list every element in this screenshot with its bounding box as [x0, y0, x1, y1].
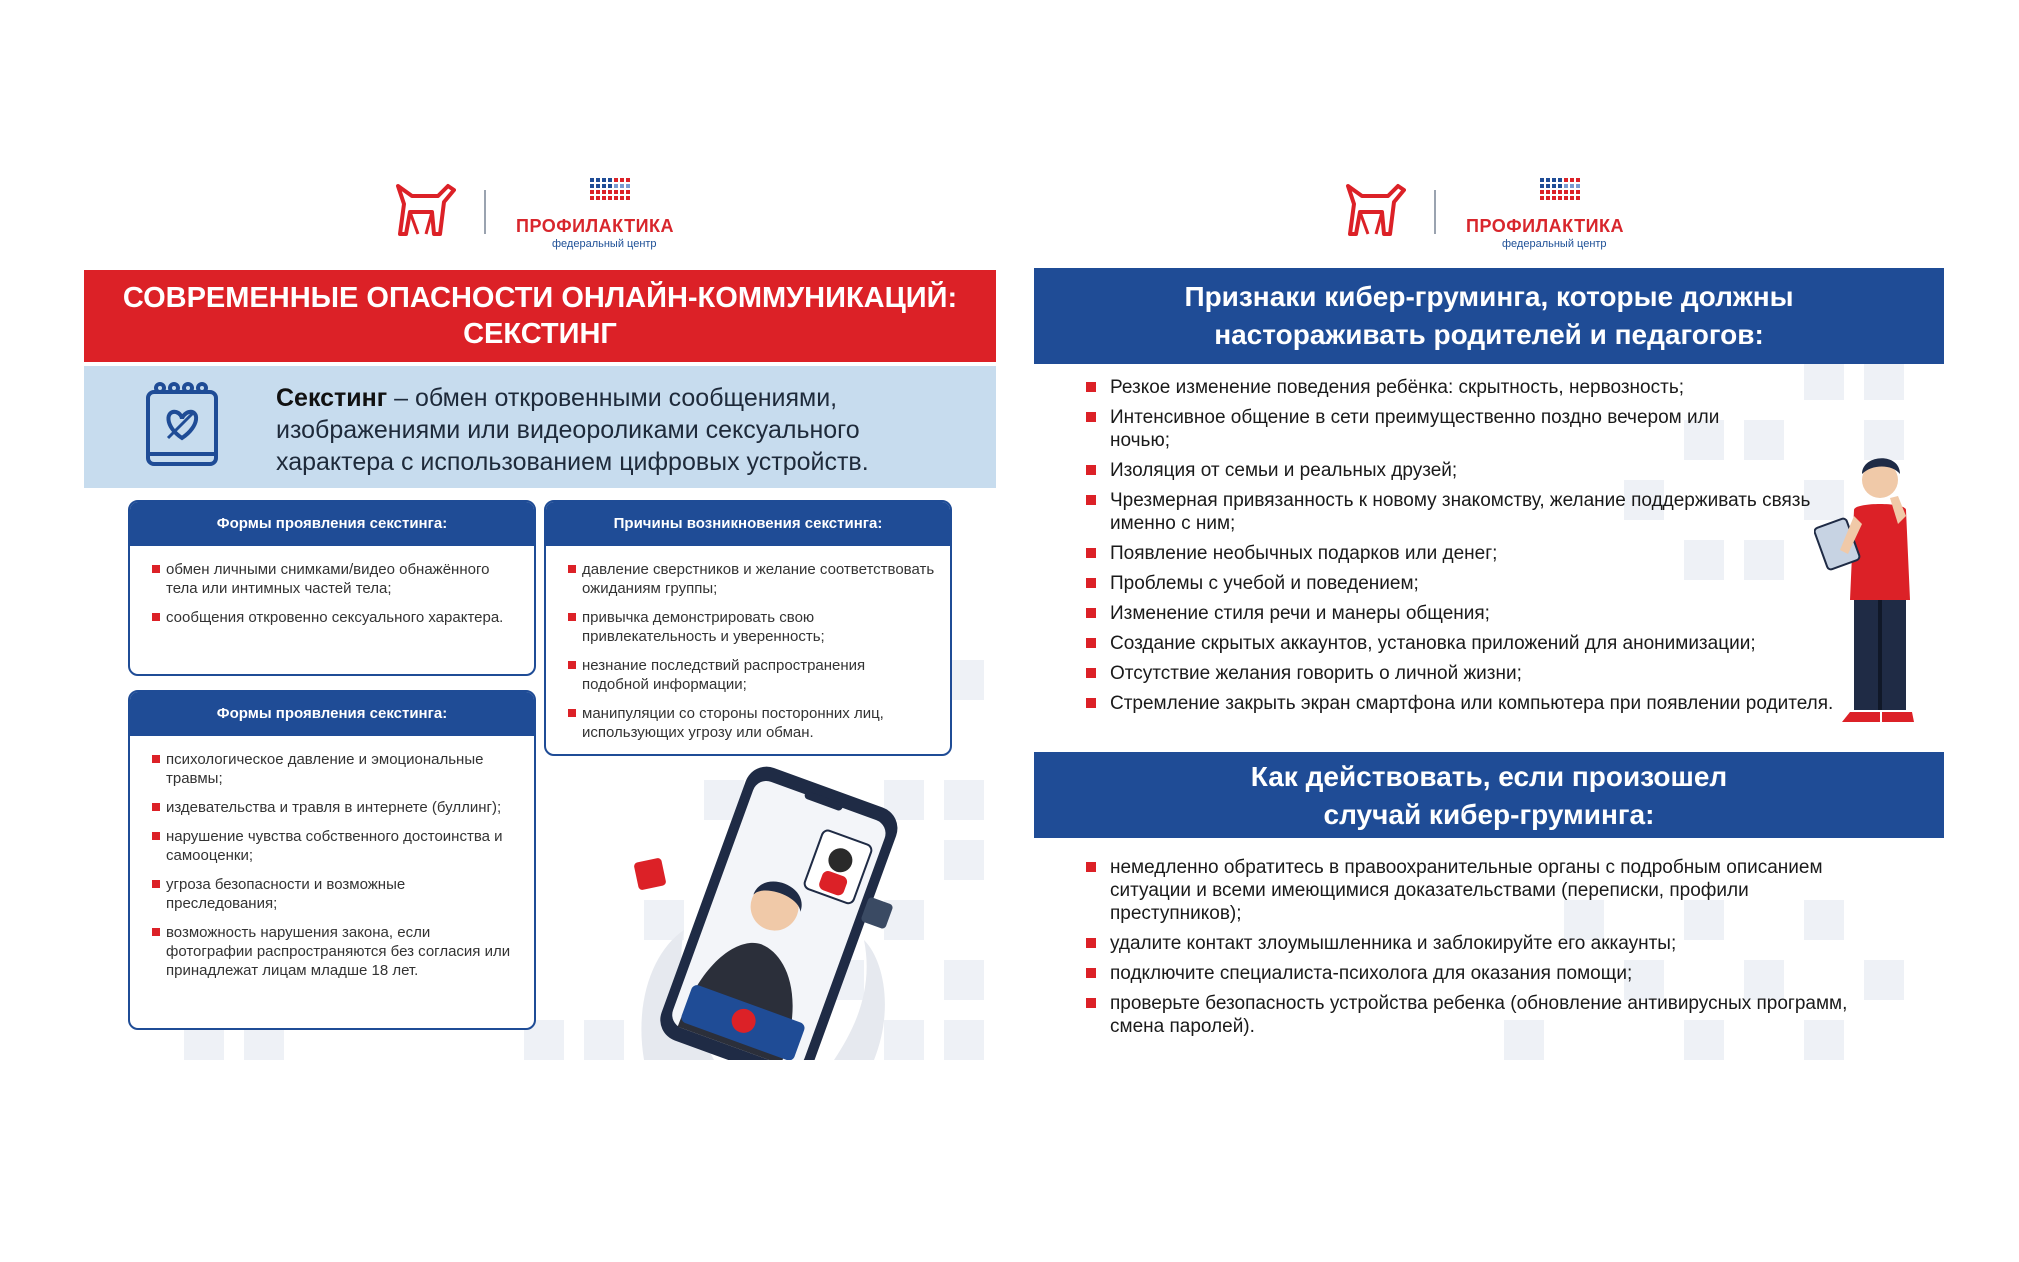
actions-banner: [1034, 752, 1944, 838]
logo-divider: [484, 190, 486, 234]
man-with-tablet-illustration: [1814, 450, 1934, 750]
card-forms-1-title: Формы проявления секстинга:: [130, 502, 534, 546]
list-item: Чрезмерная привязанность к новому знакомству, желание поддерживать связь именно с ним;: [1086, 489, 1870, 535]
brand-subtitle: федеральный центр: [1502, 238, 1607, 250]
list-item: Стремление закрыть экран смартфона или компьютера при появлении родителя.: [1086, 692, 1870, 715]
list-item: незнание последствий распространения подобной информации;: [568, 656, 936, 694]
card-causes: [544, 500, 952, 756]
actions-banner-line-1: Как действовать, если произошел: [1250, 761, 1728, 792]
calendar-heart-icon: [144, 380, 220, 470]
card-forms-2-title: Формы проявления секстинга:: [130, 692, 534, 736]
list-item: сообщения откровенно сексуального характера.: [152, 608, 520, 627]
list-item: угроза безопасности и возможные преследования;: [152, 875, 520, 913]
brand-name: ПРОФИЛАКТИКА: [516, 216, 674, 236]
logo-divider: [1434, 190, 1436, 234]
list-item: Резкое изменение поведения ребёнка: скрытность, нервозность;: [1086, 376, 1876, 399]
horse-logo-icon: [1340, 182, 1406, 238]
list-item: обмен личными снимками/видео обнажённого тела или интимных частей тела;: [152, 560, 520, 598]
horse-logo-icon: [390, 182, 456, 238]
definition-term: Секстинг: [276, 384, 388, 412]
logo-header: [1034, 170, 1954, 250]
list-item: немедленно обратитесь в правоохранительные органы с подробным описанием ситуации и всеми имеющимися доказательствами (переписки, профили преступников);: [1086, 856, 1866, 925]
list-item: Проблемы с учебой и поведением;: [1086, 572, 1876, 595]
list-item: Изоляция от семьи и реальных друзей;: [1086, 459, 1876, 482]
title-line-1: СОВРЕМЕННЫЕ ОПАСНОСТИ ОНЛАЙН-КОММУНИКАЦИЙ:: [122, 282, 958, 314]
flag-logo-icon: [1540, 178, 1580, 206]
list-item: Появление необычных подарков или денег;: [1086, 542, 1876, 565]
actions-banner-line-2: случай кибер-груминга:: [1323, 799, 1655, 830]
signs-banner-line-1: Признаки кибер-груминга, которые должны: [1184, 281, 1794, 312]
page-title: [84, 270, 996, 362]
smartphone-video-call-illustration: [624, 760, 924, 1060]
definition-box: [84, 366, 996, 488]
list-item: Интенсивное общение в сети преимущественно поздно вечером или ночью;: [1086, 406, 1750, 452]
flag-logo-icon: [590, 178, 630, 206]
list-item: Изменение стиля речи и манеры общения;: [1086, 602, 1876, 625]
list-item: психологическое давление и эмоциональные травмы;: [152, 750, 520, 788]
definition-text: [276, 382, 956, 478]
brand-subtitle: федеральный центр: [552, 238, 657, 250]
brand-name: ПРОФИЛАКТИКА: [1466, 216, 1624, 236]
list-item: привычка демонстрировать свою привлекательность и уверенность;: [568, 608, 936, 646]
list-item: подключите специалиста-психолога для оказания помощи;: [1086, 962, 1866, 985]
list-item: манипуляции со стороны посторонних лиц, использующих угрозу или обман.: [568, 704, 936, 742]
title-line-2: СЕКСТИНГ: [463, 318, 617, 350]
signs-banner: [1034, 268, 1944, 364]
right-panel: [1034, 170, 1954, 1070]
list-item: Отсутствие желания говорить о личной жизни;: [1086, 662, 1876, 685]
card-causes-list: [546, 546, 950, 742]
card-forms-1: [128, 500, 536, 676]
card-forms-2: [128, 690, 536, 1030]
signs-list: [1086, 376, 1876, 722]
list-item: давление сверстников и желание соответствовать ожиданиям группы;: [568, 560, 936, 598]
logo-header: [84, 170, 1004, 250]
card-causes-title: Причины возникновения секстинга:: [546, 502, 950, 546]
card-forms-2-list: [130, 736, 534, 980]
list-item: возможность нарушения закона, если фотографии распространяются без согласия или принадлежат лицам младше 18 лет.: [152, 923, 520, 980]
list-item: издевательства и травля в интернете (буллинг);: [152, 798, 520, 817]
list-item: проверьте безопасность устройства ребенка (обновление антивирусных программ, смена паролей).: [1086, 992, 1866, 1038]
definition-body: – обмен откровенными сообщениями, изображениями или видеороликами сексуального характера с использованием цифровых устройств.: [276, 384, 869, 476]
list-item: нарушение чувства собственного достоинства и самооценки;: [152, 827, 520, 865]
list-item: удалите контакт злоумышленника и заблокируйте его аккаунты;: [1086, 932, 1866, 955]
left-panel: [84, 170, 1004, 1070]
actions-list: [1086, 856, 1866, 1045]
card-forms-1-list: [130, 546, 534, 627]
signs-banner-line-2: настораживать родителей и педагогов:: [1214, 319, 1764, 350]
list-item: Создание скрытых аккаунтов, установка приложений для анонимизации;: [1086, 632, 1876, 655]
